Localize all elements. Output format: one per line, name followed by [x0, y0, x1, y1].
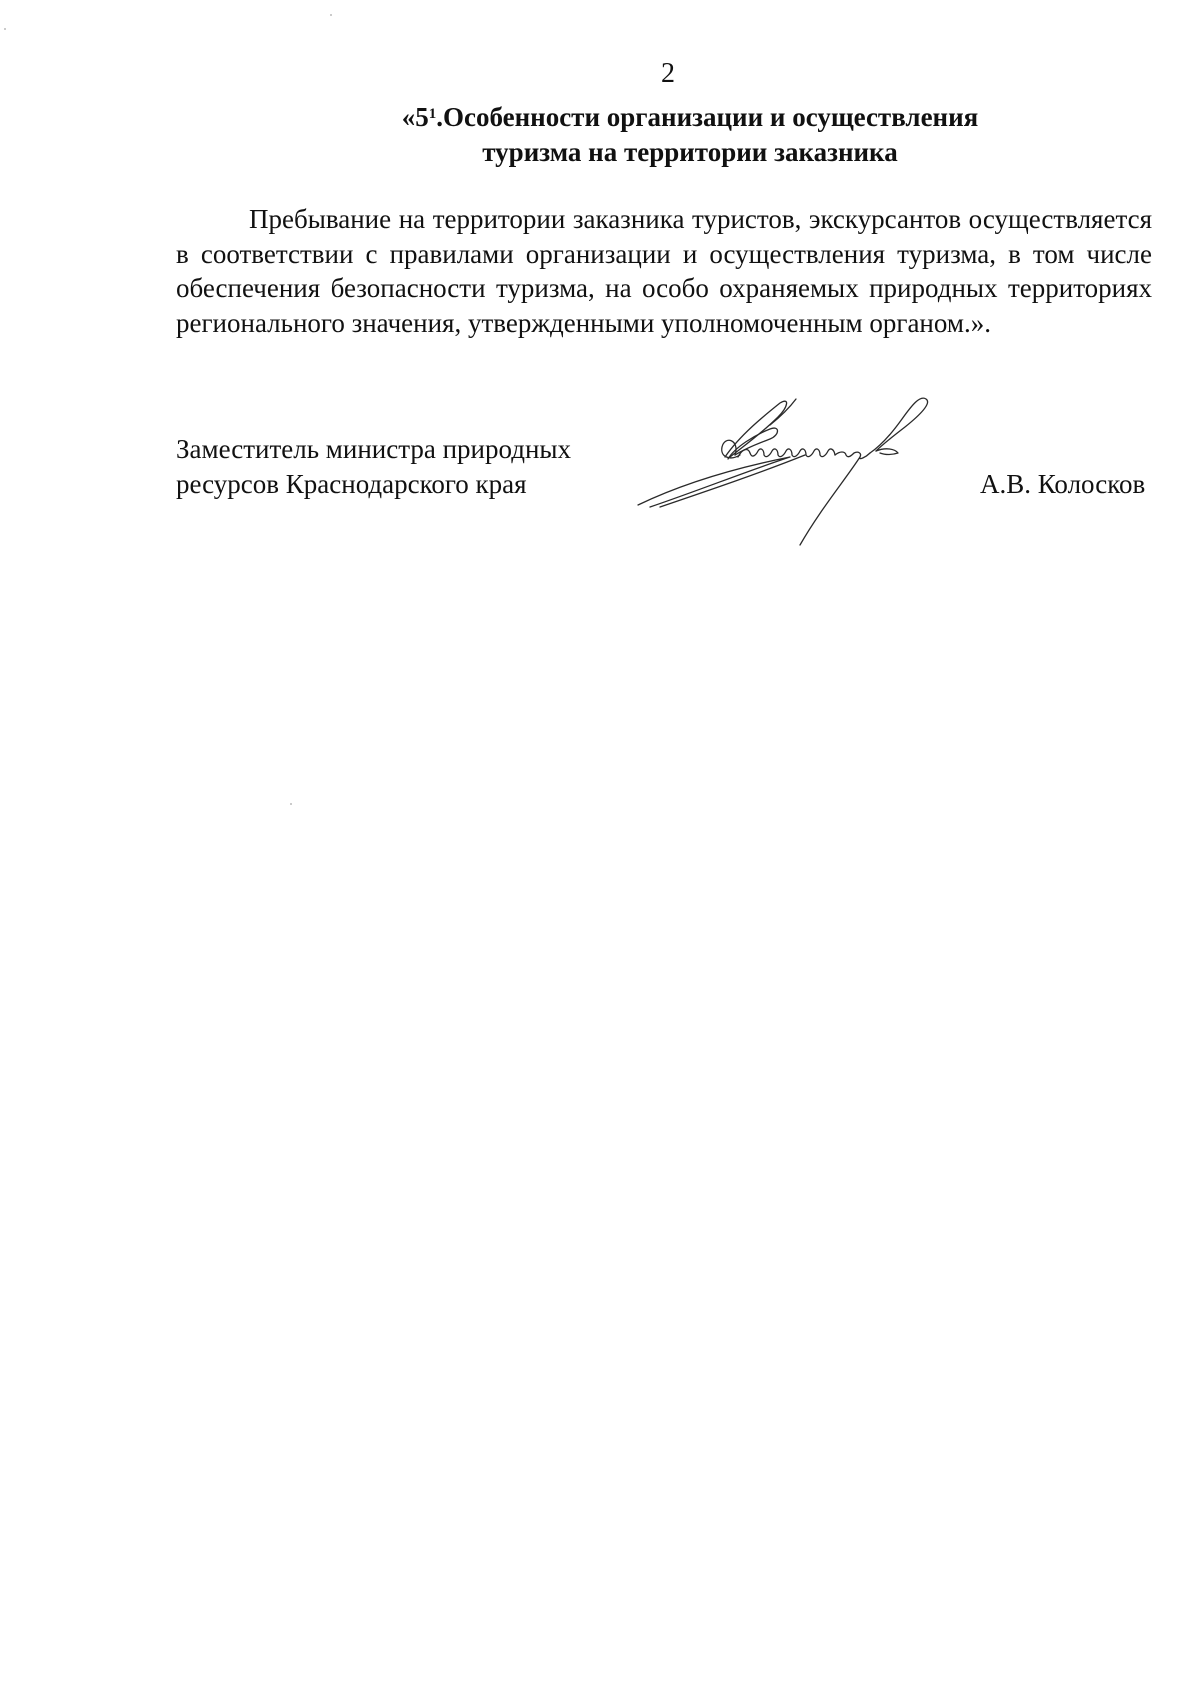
- scan-artifact: [330, 14, 332, 16]
- section-title: [0, 100, 1200, 170]
- handwritten-signature: [630, 395, 1010, 550]
- scan-artifact: [4, 28, 6, 30]
- signatory-position-line-1: Заместитель министра природных: [176, 434, 572, 464]
- section-title-prefix: «5: [401, 102, 429, 132]
- signatory-position-line-2: ресурсов Краснодарского края: [176, 469, 527, 499]
- page-number: 2: [661, 58, 675, 89]
- section-title-line-1: [0, 100, 1200, 135]
- body-paragraph: Пребывание на территории заказника туристов, экскурсантов осуществляется в соответствии с правилами организации и осуществления туризма, в том числе обеспечения безопасности туризма, на особо охраняемых природных территориях регионального значения, утвержденными уполномоченным органом.».: [176, 204, 1152, 338]
- section-title-rest: .Особенности организации и осуществления: [436, 102, 979, 132]
- section-title-superscript: 1: [428, 106, 437, 122]
- scan-artifact: [290, 803, 292, 805]
- section-title-line-2: туризма на территории заказника: [482, 137, 898, 167]
- signatory-position: [176, 432, 596, 502]
- signatory-name: А.В. Колосков: [980, 469, 1146, 499]
